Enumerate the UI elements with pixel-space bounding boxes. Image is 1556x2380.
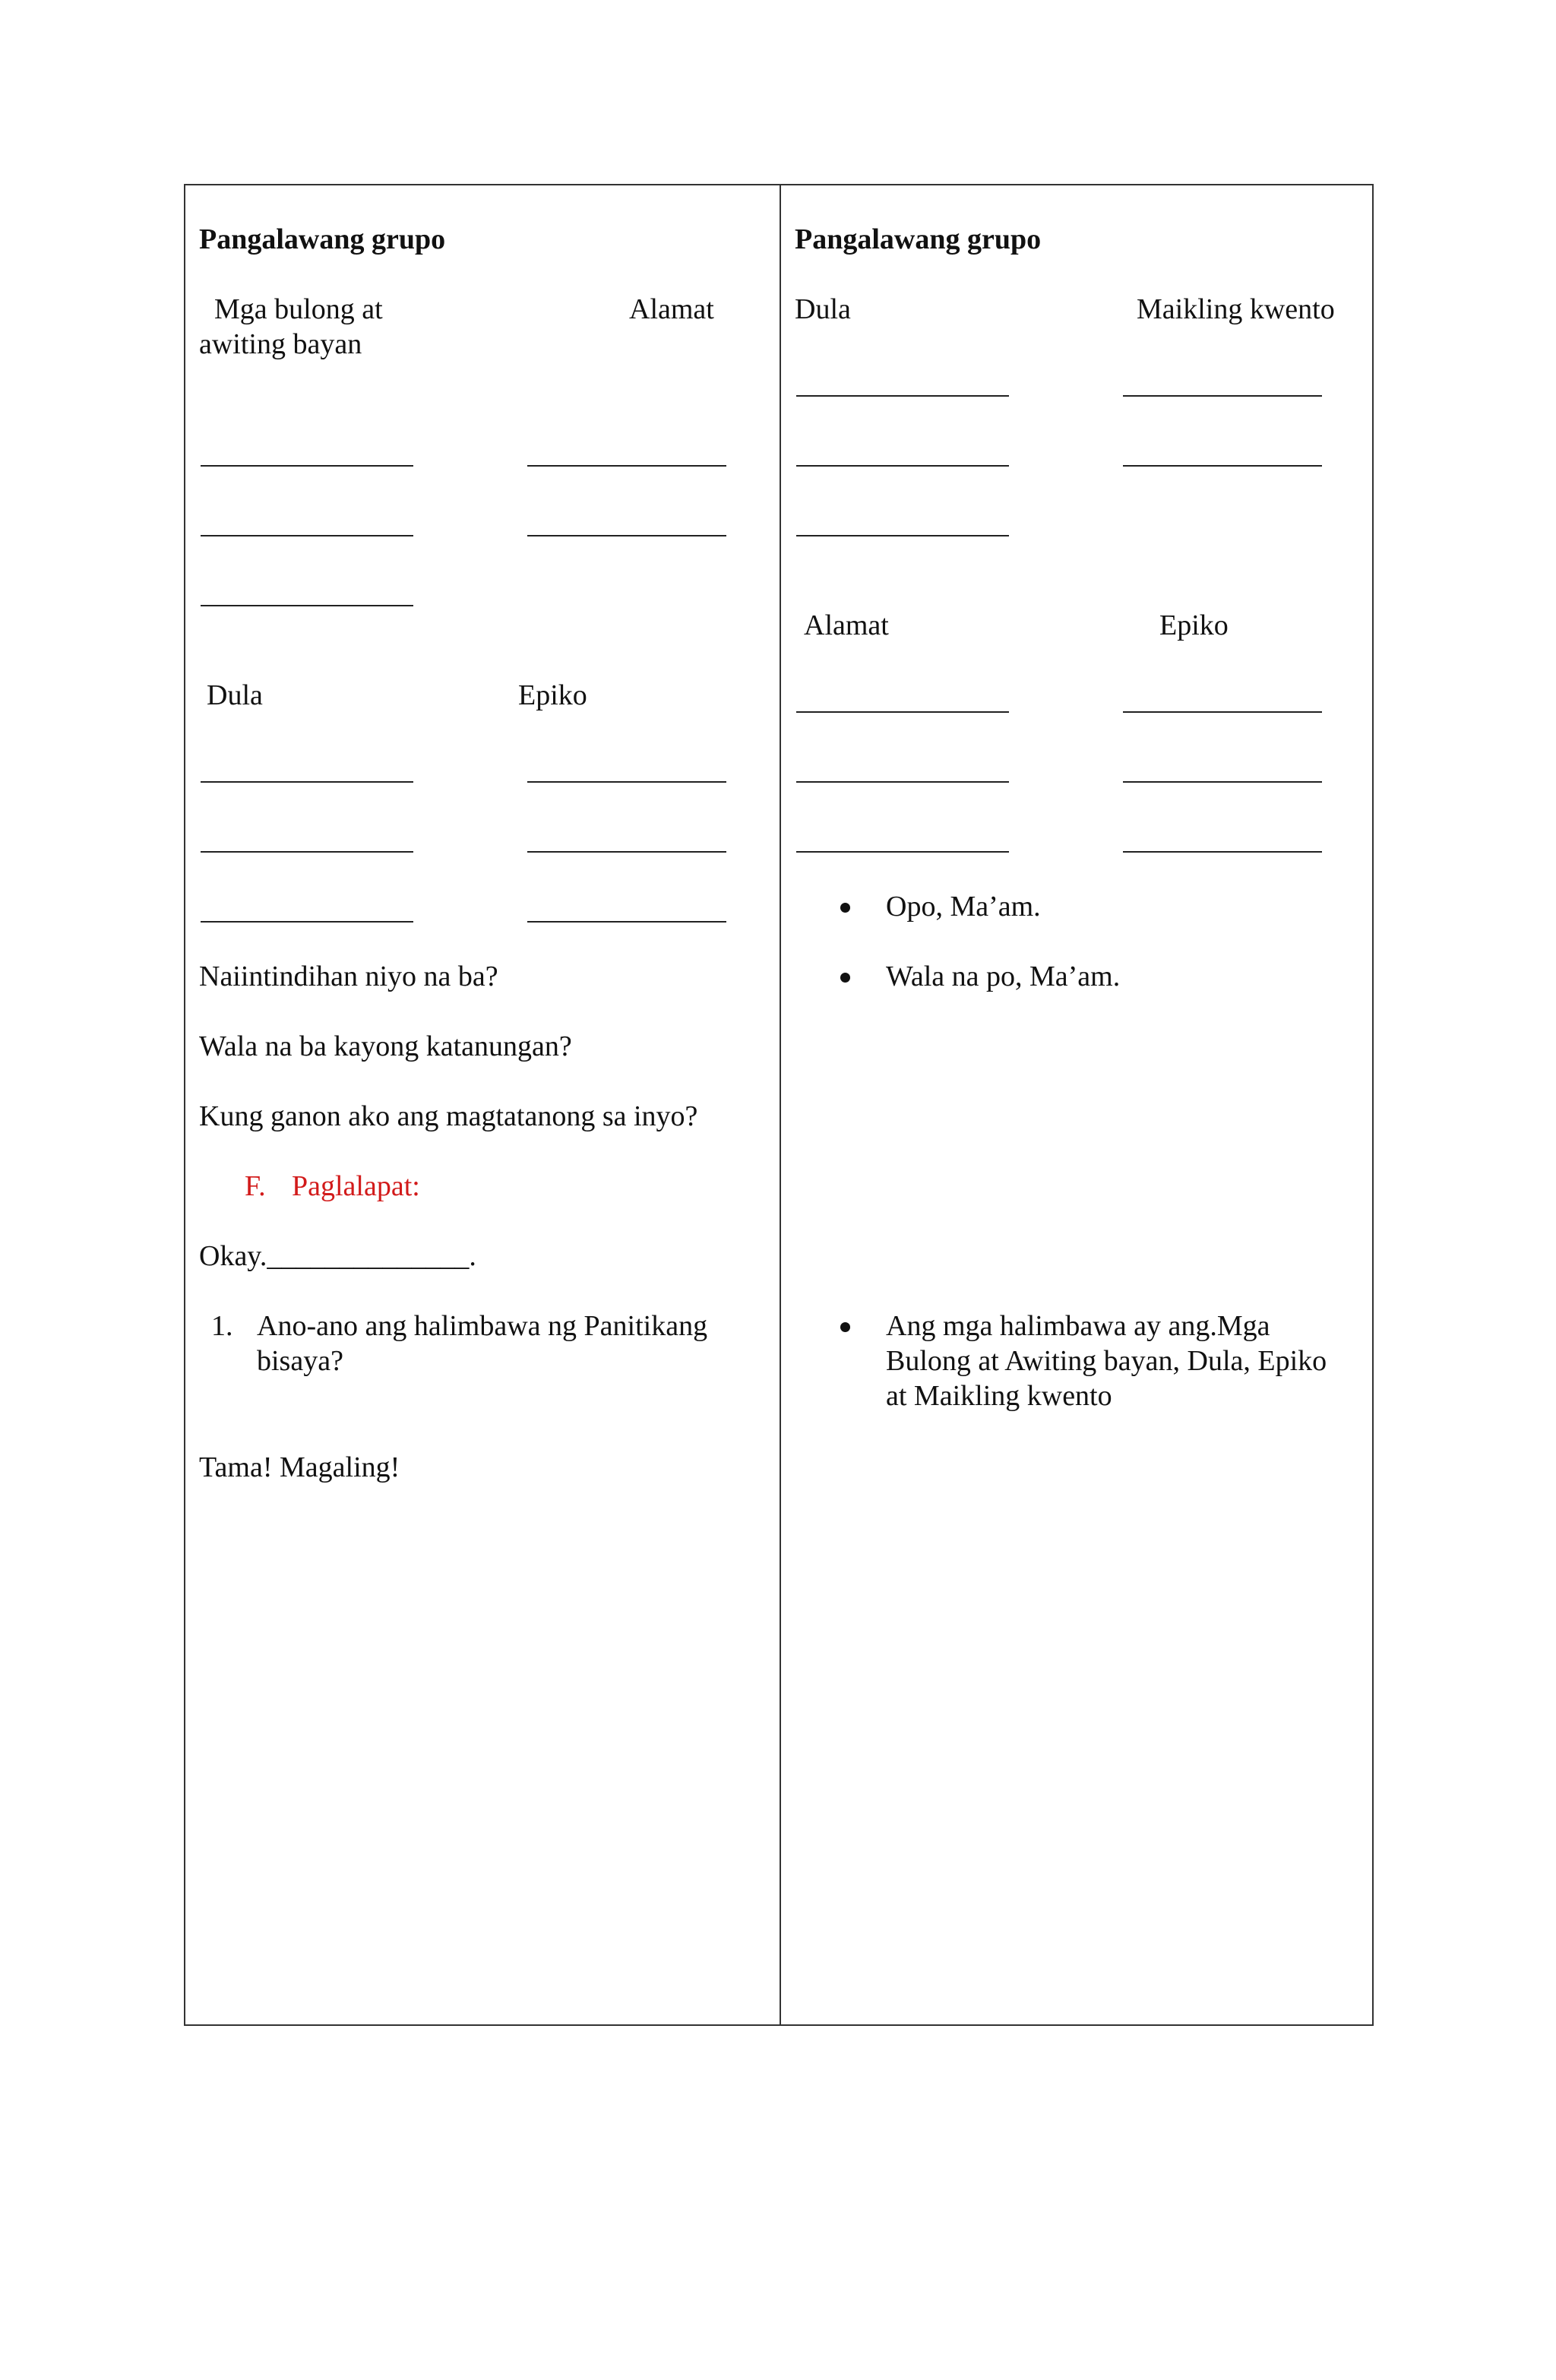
right-category-epiko: Epiko xyxy=(1159,609,1229,641)
left-category-bulong-cont: awiting bayan xyxy=(199,328,362,360)
praise-text: Tama! Magaling! xyxy=(199,1451,400,1483)
okay-line: Okay.______________. xyxy=(199,1240,476,1272)
bullet-icon xyxy=(840,1322,850,1332)
left-category-alamat: Alamat xyxy=(629,293,714,325)
section-letter: F. xyxy=(245,1170,266,1202)
answer-blank xyxy=(201,851,413,853)
answer-blank xyxy=(201,605,413,606)
left-group-title: Pangalawang grupo xyxy=(199,223,446,255)
answer-blank xyxy=(796,465,1009,467)
lesson-table xyxy=(184,184,1374,2026)
answer-blank xyxy=(1123,781,1322,783)
left-category-bulong: Mga bulong at xyxy=(214,293,383,325)
answer-blank xyxy=(796,711,1009,713)
answer-blank xyxy=(527,535,726,536)
bullet-icon xyxy=(840,973,850,983)
question-teacher-asks: Kung ganon ako ang magtatanong sa inyo? xyxy=(199,1100,698,1132)
section-heading: Paglalapat: xyxy=(292,1170,420,1202)
answer-examples-end: at Maikling kwento xyxy=(886,1380,1112,1412)
response-opo: Opo, Ma’am. xyxy=(886,891,1041,923)
bullet-icon xyxy=(840,903,850,913)
left-category-dula: Dula xyxy=(207,679,263,711)
answer-examples-cont: Bulong at Awiting bayan, Dula, Epiko xyxy=(886,1345,1327,1377)
item-question: Ano-ano ang halimbawa ng Panitikang xyxy=(257,1310,708,1342)
answer-blank xyxy=(1123,395,1322,397)
answer-blank xyxy=(796,781,1009,783)
right-category-alamat: Alamat xyxy=(804,609,889,641)
answer-blank xyxy=(527,921,726,923)
right-category-maikling-kwento: Maikling kwento xyxy=(1137,293,1335,325)
answer-blank xyxy=(527,781,726,783)
answer-blank xyxy=(201,921,413,923)
column-divider xyxy=(780,185,781,2024)
item-question-cont: bisaya? xyxy=(257,1345,343,1377)
answer-blank xyxy=(201,535,413,536)
answer-blank xyxy=(796,851,1009,853)
answer-blank xyxy=(796,395,1009,397)
right-category-dula: Dula xyxy=(795,293,851,325)
response-wala: Wala na po, Ma’am. xyxy=(886,961,1121,992)
answer-blank xyxy=(527,465,726,467)
question-understand: Naiintindihan niyo na ba? xyxy=(199,961,498,992)
answer-examples: Ang mga halimbawa ay ang.Mga xyxy=(886,1310,1270,1342)
answer-blank xyxy=(201,465,413,467)
right-group-title: Pangalawang grupo xyxy=(795,223,1042,255)
answer-blank xyxy=(527,851,726,853)
question-any-questions: Wala na ba kayong katanungan? xyxy=(199,1030,572,1062)
answer-blank xyxy=(1123,465,1322,467)
answer-blank xyxy=(796,535,1009,536)
answer-blank xyxy=(201,781,413,783)
left-category-epiko: Epiko xyxy=(518,679,587,711)
item-number: 1. xyxy=(211,1310,233,1342)
answer-blank xyxy=(1123,711,1322,713)
answer-blank xyxy=(1123,851,1322,853)
